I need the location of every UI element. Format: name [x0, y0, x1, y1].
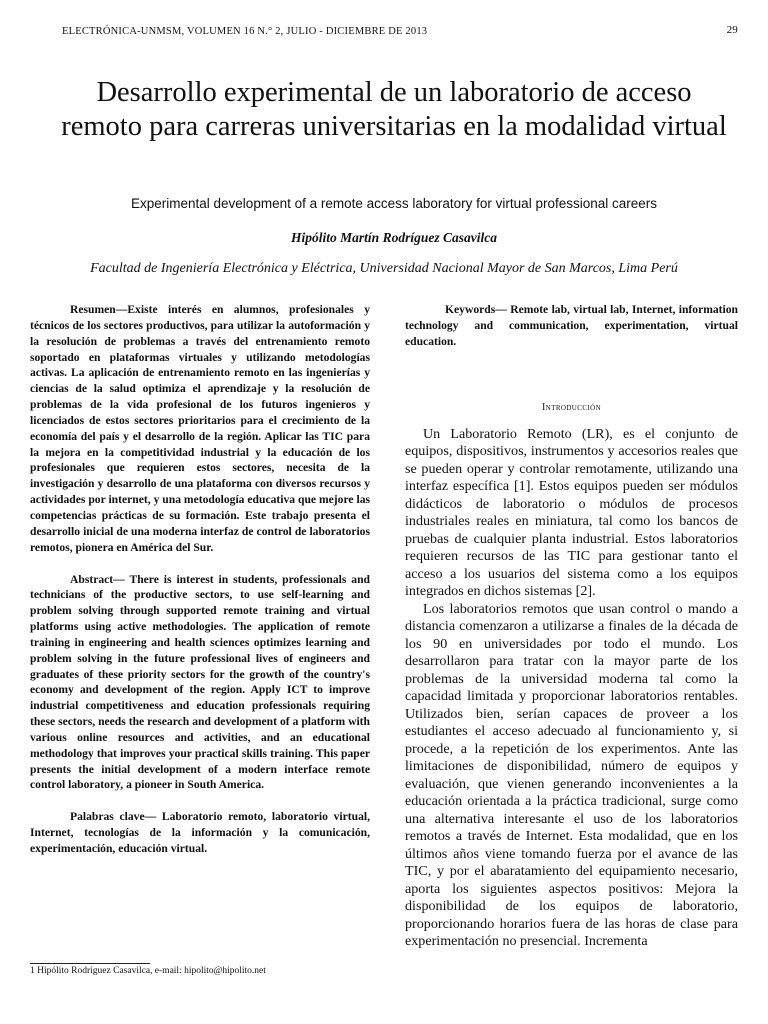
left-column [30, 302, 370, 857]
keywords-label: Keywords— [445, 303, 507, 316]
page-number: 29 [726, 24, 738, 36]
right-column [405, 302, 738, 951]
abstract-text: There is interest in students, professionals and technicians of the productive sectors, to use self-learning and problem solving through supported remote training and virtual platforms using active methodologies. The application of remote training in engineering and health sciences optimizes learning and problem solving in the future professional lives of engineers and graduates of these priority sectors for the growth of the country's economy and development of the region. Apply ICT to improve industrial competitiveness and education professionals requiring these sectors, needs the research and development of a platform with various online resources and activities, and an educational methodology that improves your practical skills training. This paper presents the initial development of a modern interface remote control laboratory, a pioneer in South America. [30, 572, 370, 792]
palabras-clave-paragraph [30, 809, 370, 857]
english-subtitle: Experimental development of a remote access laboratory for virtual professional careers [131, 196, 657, 211]
paper-title: Desarrollo experimental de un laboratorio de acceso remoto para carreras universitarias en la modalidad virtual [61, 77, 727, 142]
keywords-text: Remote lab, virtual lab, Internet, information technology and communication, experimentation, virtual education. [405, 303, 738, 348]
author-name: Hipólito Martín Rodríguez Casavilca [291, 230, 497, 245]
footnote: 1 Hipólito Rodríguez Casavilca, e-mail: hipolito@hipolito.net [30, 966, 266, 976]
intro-paragraph: Los laboratorios remotos que usan control o mando a distancia comenzaron a utilizarse a finales de la década de los 90 en universidades por todo el mundo. Los desarrollaron para tratar con la mayor parte de los problemas de la universidad moderna tal como la capacidad limitada y proporcionar laboratorios rentables. Utilizados bien, serían capaces de proveer a los estudiantes el acceso adecuado al funcionamiento y, si procede, a la repetición de los experimentos. Ante las limitaciones de disponibilidad, número de equipos y evaluación, que vienen generando inconvenientes a la educación orientada a la práctica tradicional, surge como una alternativa interesante el uso de los laboratorios remotos a través de Internet. Esta modalidad, que en los últimos años viene tomando fuerza por el avance de las TIC, y por el abaratamiento del equipamiento necesario, aporta los siguientes aspectos positivos: Mejora la disponibilidad de los equipos de laboratorio, proporcionando horarios fuera de las horas de clase para experimentación no presencial. Incrementa [405, 600, 738, 950]
intro-paragraph: Un Laboratorio Remoto (LR), es el conjunto de equipos, dispositivos, instrumentos y accesorios reales que se pueden operar y controlar remotamente, utilizando una interfaz específica [1]. Estos equipos pueden ser módulos didácticos de laboratorio o módulos de procesos industriales reales en miniatura, tal como los bancos de pruebas de cualquier planta industrial. Estos laboratorios requieren recursos de las TIC para gestionar tanto el acceso a los usuarios del sistema como a los equipos integrados en dichos sistemas [2]. [405, 425, 738, 600]
resumen-paragraph [30, 302, 370, 556]
palabras-clave-label: Palabras clave— [70, 810, 157, 824]
resumen-label: Resumen— [70, 303, 128, 316]
author-affiliation: Facultad de Ingeniería Electrónica y Eléctrica, Universidad Nacional Mayor de San Marcos, Lima Perú [90, 261, 678, 276]
footnote-divider [30, 963, 150, 964]
journal-citation: ELECTRÓNICA-UNMSM, VOLUMEN 16 N.° 2, JULIO - DICIEMBRE DE 2013 [62, 26, 428, 37]
running-head [62, 26, 738, 42]
abstract-paragraph [30, 572, 370, 794]
abstract-label: Abstract— [70, 572, 125, 586]
keywords-paragraph [405, 302, 738, 350]
resumen-text: Existe interés en alumnos, profesionales y técnicos de los sectores productivos, para utilizar la autoformación y la resolución de problemas a través del entrenamiento remoto soportado en plataformas virtuales y utilizando metodologías activas. La aplicación de entrenamiento remoto en las ingenierías y ciencias de la salud optimiza el aprendizaje y la resolución de problemas de la vida profesional de los futuros ingenieros y licenciados de estos sectores prioritarios para el crecimiento de la economía del país y el desarrollo de la región. Aplicar las TIC para la mejora en la competitividad industrial y la educación de los profesionales que requieren estos sectores, necesita de la investigación y desarrollo de una plataforma con diversos recursos y actividades por internet, y una metodología educativa que mejore las competencias prácticas de su formación. Este trabajo presenta el desarrollo inicial de una moderna interfaz de control de laboratorios remotos, pionera en América del Sur. [30, 303, 370, 554]
palabras-clave-text: Laboratorio remoto, laboratorio virtual, Internet, tecnologías de la información y la comunicación, experimentación, educación virtual. [30, 810, 370, 855]
section-heading-introduccion: Introducción [541, 401, 602, 413]
